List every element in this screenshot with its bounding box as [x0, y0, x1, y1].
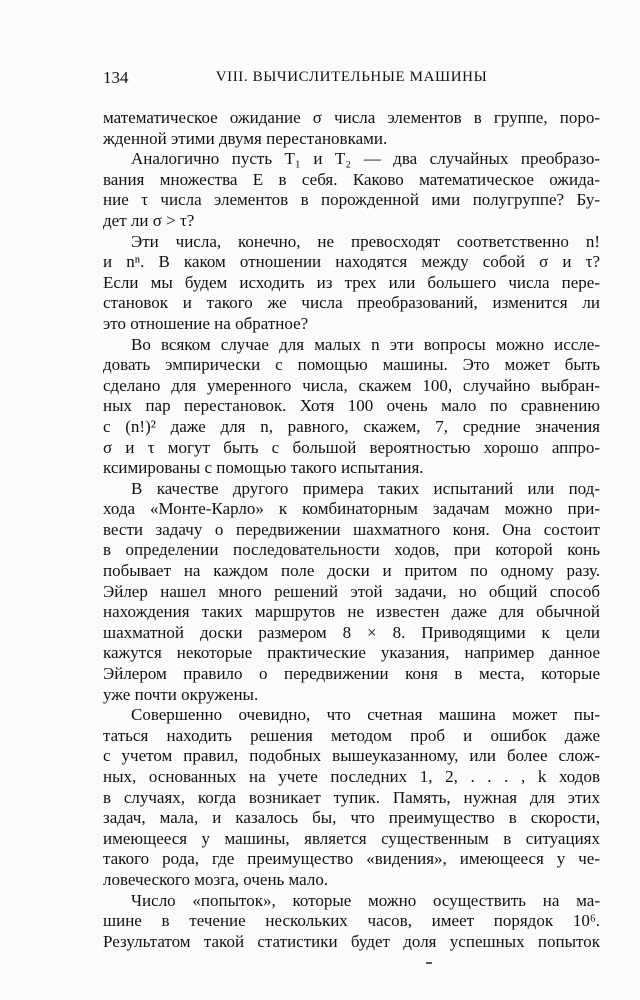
- text-line: имеющееся у машины, является существенным в ситуациях: [103, 828, 600, 848]
- text-line: нахождения таких маршрутов не известен даже для обычной: [103, 602, 600, 622]
- text-line: ние τ числа элементов в порожденной ими полугруппе? Бу-: [103, 190, 600, 210]
- text-line: ных пар перестановок. Хотя 100 очень мало по сравнению: [103, 396, 600, 416]
- page-number: 134: [103, 68, 129, 87]
- text-line: с (n!)² даже для n, равного, скажем, 7, средние значения: [103, 416, 600, 436]
- text-line: сделано для умеренного числа, скажем 100, случайно выбран-: [103, 375, 600, 395]
- text-line: хода «Монте-Карло» к комбинаторным задачам можно при-: [103, 499, 600, 519]
- text-line: таться находить решения методом проб и ошибок даже: [103, 725, 600, 745]
- text-line: шахматной доски размером 8 × 8. Приводящими к цели: [103, 622, 600, 642]
- text-line: вести задачу о передвижении шахматного коня. Она состоит: [103, 519, 600, 539]
- text-line: в определении последовательности ходов, при которой конь: [103, 540, 600, 560]
- text-line: довать эмпирически с помощью машины. Это может быть: [103, 355, 600, 375]
- text-line: Если мы будем исходить из трех или большего числа пере-: [103, 272, 600, 292]
- text-line: уже почти окружены.: [103, 684, 259, 704]
- text-line: вания множества E в себя. Каково математическое ожида-: [103, 169, 600, 189]
- text-line: σ и τ могут быть с большой вероятностью хорошо аппро-: [103, 437, 600, 457]
- text-line: кажутся некоторые практические указания, например данное: [103, 643, 600, 663]
- text-line: Эйлер нашел много решений этой задачи, но общий способ: [103, 581, 600, 601]
- text-line: это отношение на обратное?: [103, 313, 309, 333]
- text-line: математическое ожидание σ числа элементов в группе, поро-: [103, 108, 600, 127]
- page-body: [103, 108, 600, 952]
- text-line: Во всяком случае для малых n эти вопросы можно иссле-: [131, 334, 600, 354]
- text-line: Совершенно очевидно, что счетная машина может пы-: [131, 705, 600, 725]
- text-line: побывает на каждом поле доски и притом по одному разу.: [103, 561, 600, 581]
- text-line: становок и такого же числа преобразований, изменится ли: [103, 293, 600, 313]
- paragraph: [103, 232, 600, 335]
- text-line: ксимированы с помощью такого испытания.: [103, 458, 424, 478]
- text-line: ных, основанных на учете последних 1, 2, . . . , k ходов: [103, 767, 600, 786]
- text-line: Результатом такой статистики будет доля успешных попыток: [103, 931, 600, 951]
- text-line: задач, мала, и казалось бы, что преимущество в скорости,: [103, 808, 600, 828]
- text-line: с учетом правил, подобных вышеуказанному, или более слож-: [103, 746, 600, 766]
- text-line: и nⁿ. В каком отношении находятся между собой σ и τ?: [103, 252, 600, 272]
- text-line: шине в течение нескольких часов, имеет порядок 10⁶.: [103, 911, 600, 931]
- text-line: дет ли σ > τ?: [103, 210, 195, 230]
- text-line: такого рода, где преимущество «видения», имеющееся у че-: [103, 849, 600, 869]
- page-header: [103, 68, 600, 92]
- paragraph: [103, 891, 600, 953]
- text-line: Эти числа, конечно, не превосходят соответственно n!: [131, 231, 600, 251]
- print-mark: [426, 962, 432, 964]
- paragraph: [103, 705, 600, 890]
- text-line: В качестве другого примера таких испытаний или под-: [131, 478, 600, 498]
- text-line: Аналогично пусть T₁ и T₂ — два случайных преобразо-: [131, 149, 600, 169]
- text-line: Число «попыток», которые можно осуществить на ма-: [131, 890, 600, 910]
- text-line: жденной этими двумя перестановками.: [103, 128, 388, 148]
- paragraph: [103, 149, 600, 231]
- running-head: VIII. ВЫЧИСЛИТЕЛЬНЫЕ МАШИНЫ: [215, 69, 488, 85]
- text-line: Эйлером правило о передвижении коня в места, которые: [103, 664, 600, 684]
- paragraph: [103, 108, 600, 149]
- paragraph: [103, 479, 600, 706]
- text-line: ловеческого мозга, очень мало.: [103, 869, 329, 889]
- paragraph: [103, 335, 600, 479]
- text-line: в случаях, когда возникает тупик. Память, нужная для этих: [103, 787, 600, 807]
